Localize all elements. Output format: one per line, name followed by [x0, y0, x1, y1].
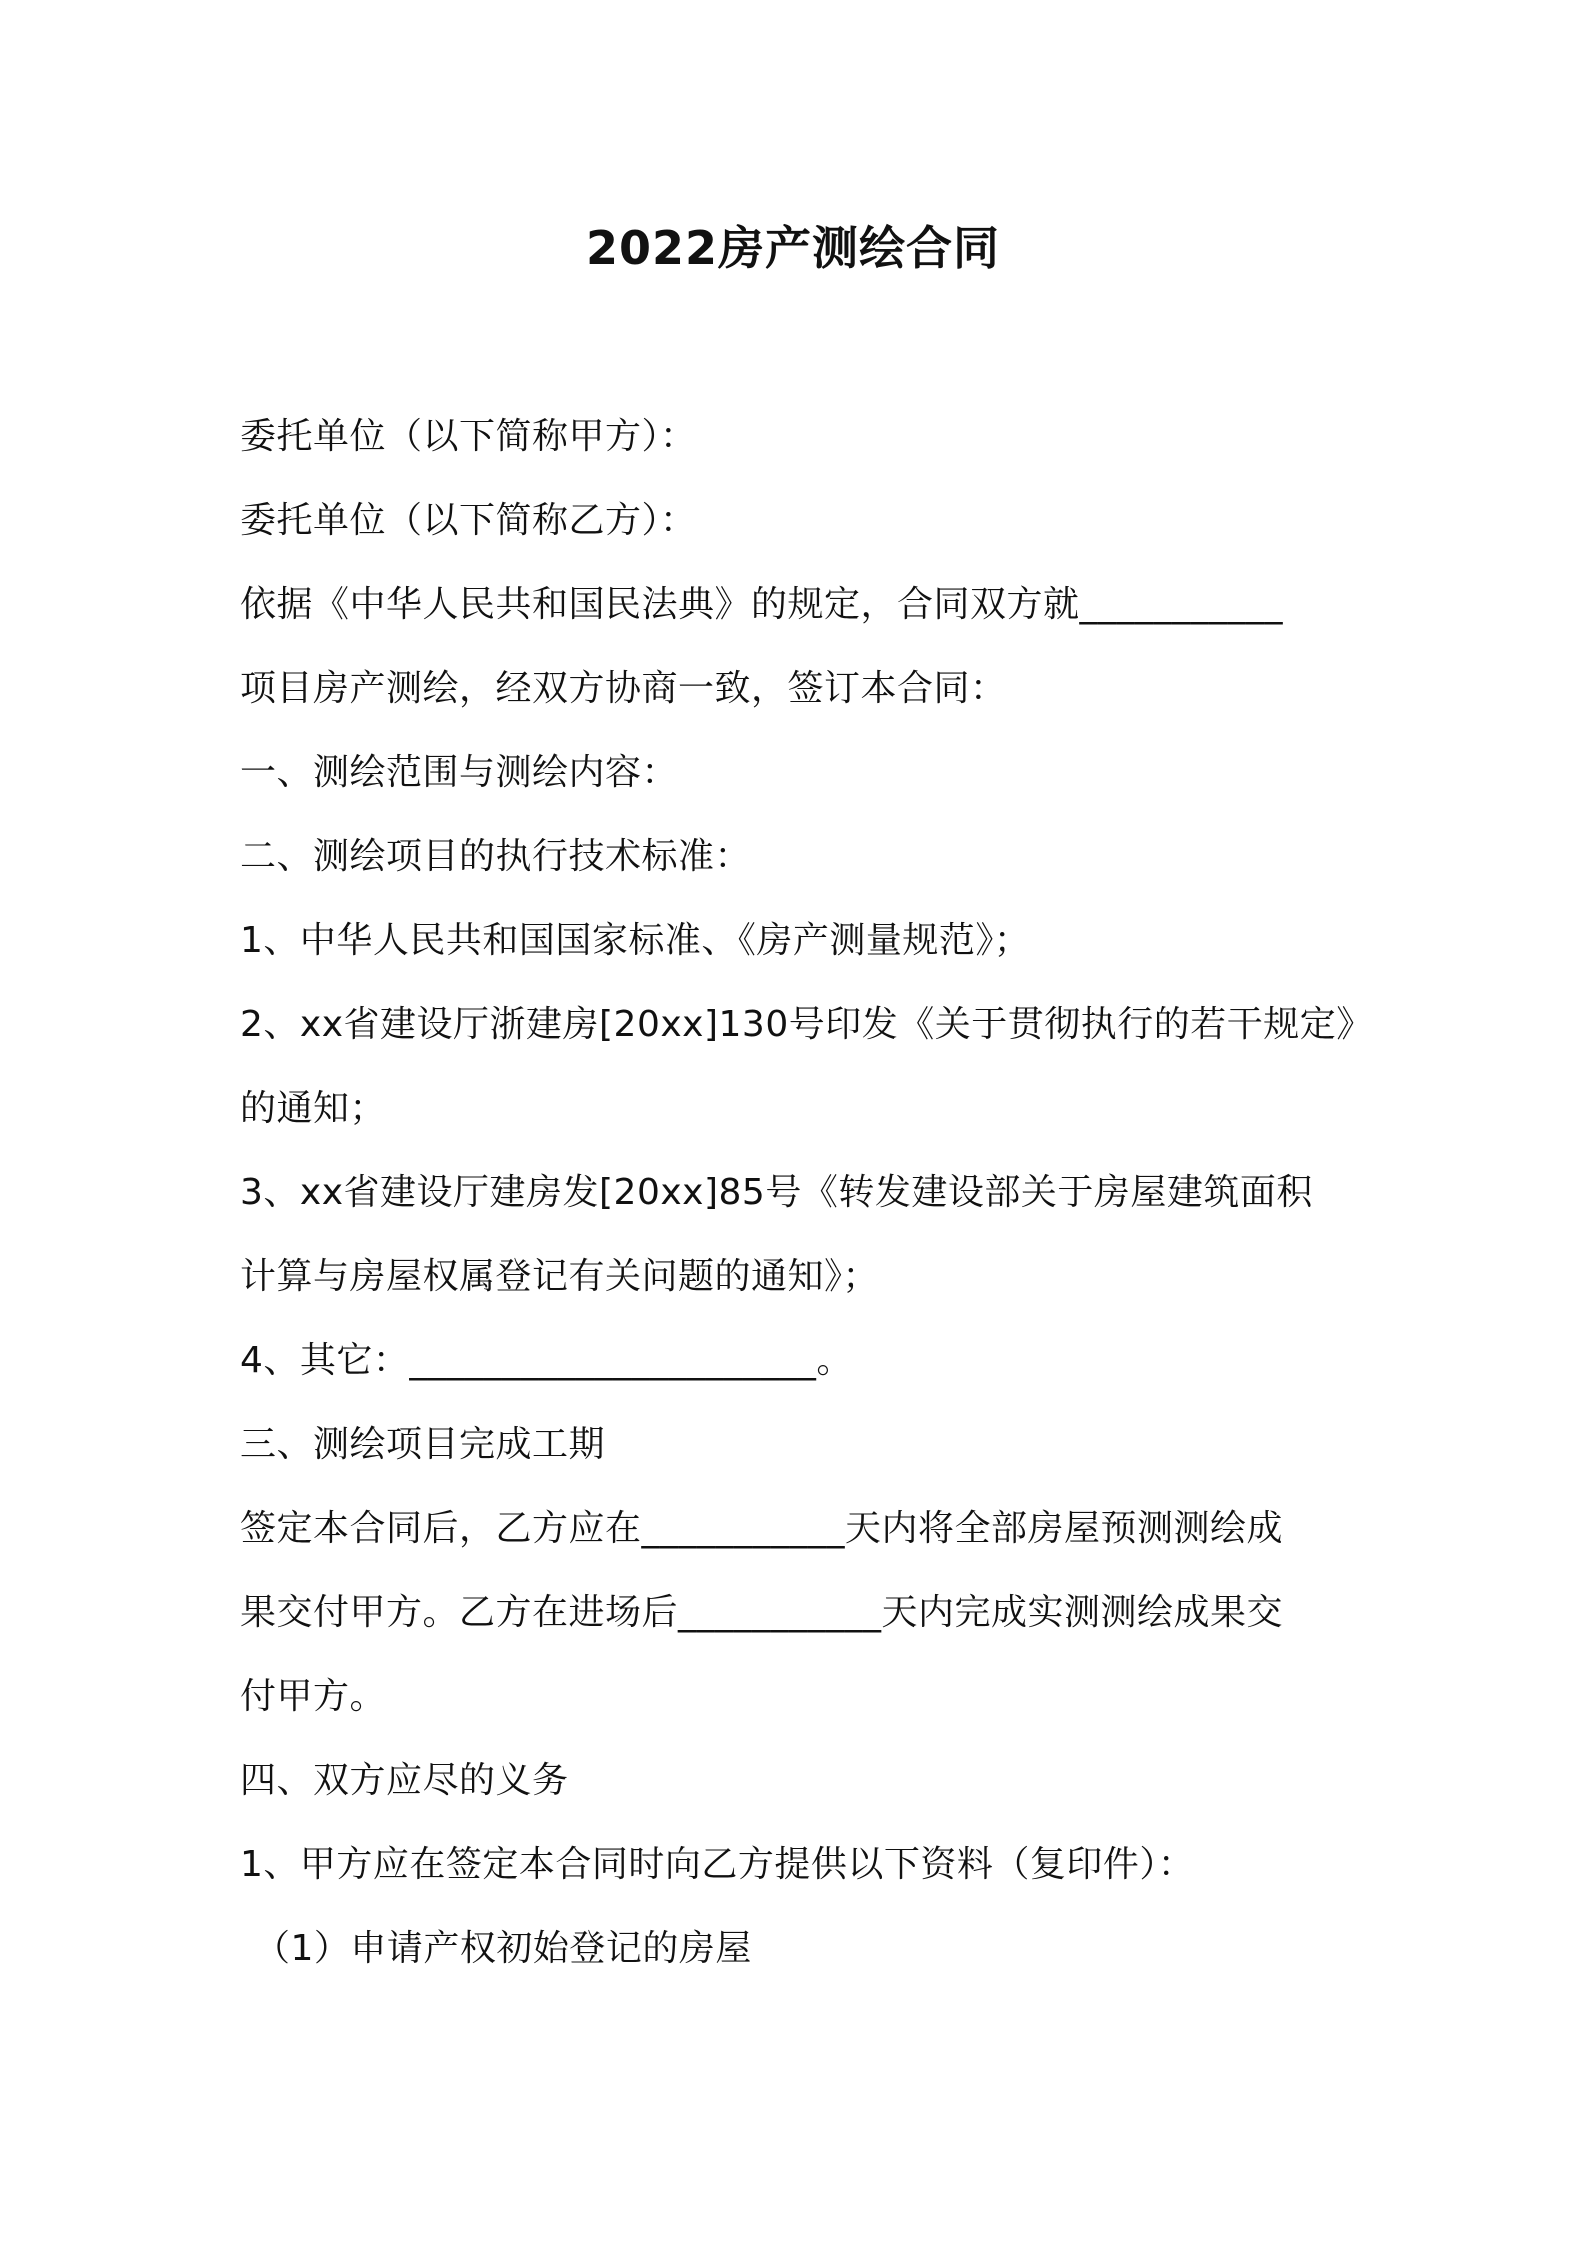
list-item-continuation: 计算与房屋权属登记有关问题的通知》； — [240, 1256, 880, 1297]
paragraph-line: 付甲方。 — [240, 1676, 387, 1717]
list-item: 4、其它：______________________。 — [240, 1340, 853, 1381]
section-heading: 三、测绘项目完成工期 — [240, 1424, 606, 1465]
list-item-continuation: 的通知； — [240, 1088, 387, 1129]
paragraph-line: 委托单位（以下简称甲方）： — [240, 416, 697, 457]
document-title: 2022房产测绘合同 — [585, 221, 1001, 275]
paragraph-line: 签定本合同后，乙方应在___________天内将全部房屋预测测绘成 — [240, 1508, 1284, 1549]
section-heading: 一、测绘范围与测绘内容： — [240, 752, 679, 793]
paragraph-line: 项目房产测绘，经双方协商一致，签订本合同： — [240, 668, 1007, 709]
paragraph-line: 委托单位（以下简称乙方）： — [240, 500, 697, 541]
sub-list-item: （1）申请产权初始登记的房屋 — [254, 1928, 752, 1969]
paragraph-line: 依据《中华人民共和国民法典》的规定，合同双方就___________ — [240, 584, 1284, 625]
list-item: 3、xx省建设厅建房发[20xx]85号《转发建设部关于房屋建筑面积 — [240, 1172, 1313, 1213]
list-item: 2、xx省建设厅浙建房[20xx]130号印发《关于贯彻执行的若干规定》 — [240, 1004, 1373, 1045]
paragraph-line: 果交付甲方。乙方在进场后___________天内完成实测测绘成果交 — [240, 1592, 1284, 1633]
section-heading: 四、双方应尽的义务 — [240, 1760, 569, 1801]
list-item: 1、中华人民共和国国家标准、《房产测量规范》； — [240, 920, 1031, 961]
section-heading: 二、测绘项目的执行技术标准： — [240, 836, 752, 877]
list-item: 1、甲方应在签定本合同时向乙方提供以下资料（复印件）： — [240, 1844, 1195, 1885]
